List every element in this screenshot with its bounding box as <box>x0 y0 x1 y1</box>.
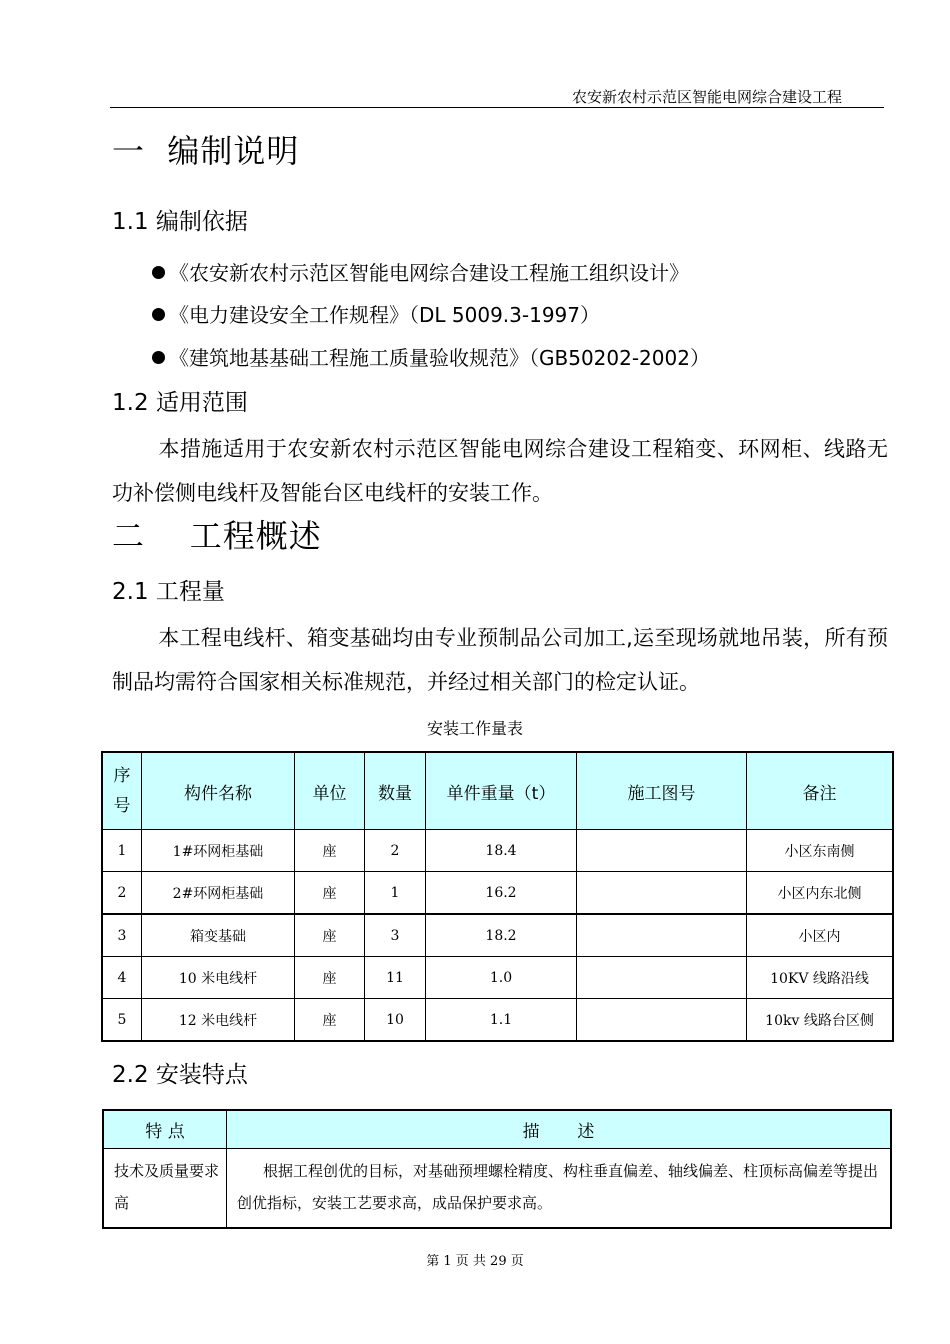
table-cell: 16.2 <box>426 872 577 915</box>
table-cell <box>577 957 747 999</box>
table-cell: 座 <box>295 830 365 872</box>
header-rule <box>110 107 884 108</box>
table-cell: 18.4 <box>426 830 577 872</box>
running-header: 农安新农村示范区智能电网综合建设工程 <box>571 88 842 106</box>
table-cell: 箱变基础 <box>142 914 295 957</box>
table-row <box>102 872 893 915</box>
bullet-item: 《电力建设安全工作规程》（DL 5009.3-1997） <box>152 299 600 328</box>
bullet-dot-icon <box>152 351 165 364</box>
table-row <box>102 830 893 872</box>
table-cell: 3 <box>102 914 142 957</box>
table-cell: 2 <box>102 872 142 915</box>
table-cell: 11 <box>365 957 426 999</box>
table-cell: 座 <box>295 914 365 957</box>
bullet-item: 《农安新农村示范区智能电网综合建设工程施工组织设计》 <box>152 257 689 286</box>
table-row <box>103 1149 891 1229</box>
table-cell: 10kv 线路台区侧 <box>747 999 894 1042</box>
table-cell: 1.0 <box>426 957 577 999</box>
table-cell: 18.2 <box>426 914 577 957</box>
scope-paragraph: 本措施适用于农安新农村示范区智能电网综合建设工程箱变、环网柜、线路无功补偿侧电线杆及智能台区电线杆的安装工作。 <box>112 437 888 505</box>
table-cell: 2 <box>365 830 426 872</box>
table-cell: 10 米电线杆 <box>142 957 295 999</box>
table-cell: 5 <box>102 999 142 1042</box>
feature-cell: 技术及质量要求高 <box>103 1149 227 1229</box>
table-cell: 12 米电线杆 <box>142 999 295 1042</box>
table-cell: 4 <box>102 957 142 999</box>
header-cell <box>102 752 142 830</box>
table-header-row <box>102 752 893 830</box>
table-cell: 1 <box>102 830 142 872</box>
table-cell: 10KV 线路沿线 <box>747 957 894 999</box>
header-cell: 构件名称 <box>142 752 295 830</box>
table-cell <box>577 914 747 957</box>
page-footer: 第 1 页 共 29 页 <box>426 1254 524 1269</box>
table-cell: 座 <box>295 872 365 915</box>
table-cell: 小区东南侧 <box>747 830 894 872</box>
bullet-item: 《建筑地基基础工程施工质量验收规范》（GB50202-2002） <box>152 342 710 371</box>
workload-table <box>101 751 894 1042</box>
section-2-title: 二 工程概述 <box>112 517 322 555</box>
table-caption: 安装工作量表 <box>426 719 523 738</box>
header-cell: 单件重量（t） <box>426 752 577 830</box>
table-cell: 2#环网柜基础 <box>142 872 295 915</box>
table-header-row <box>103 1110 891 1149</box>
table-cell: 1#环网柜基础 <box>142 830 295 872</box>
table-cell: 小区内 <box>747 914 894 957</box>
bullet-dot-icon <box>152 308 165 321</box>
subsection-2-2-title: 2.2 安装特点 <box>112 1062 248 1088</box>
subsection-1-2-title: 1.2 适用范围 <box>112 390 248 416</box>
table-cell: 小区内东北侧 <box>747 872 894 915</box>
table-cell <box>577 999 747 1042</box>
table-row <box>102 999 893 1042</box>
header-cell: 单位 <box>295 752 365 830</box>
table-row <box>102 914 893 957</box>
header-cell: 描 述 <box>227 1110 892 1149</box>
features-table <box>102 1109 892 1229</box>
header-cell: 数量 <box>365 752 426 830</box>
section-1-title: 一 编制说明 <box>112 132 300 170</box>
quantity-paragraph: 本工程电线杆、箱变基础均由专业预制品公司加工,运至现场就地吊装，所有预制品均需符合国家相关标准规范，并经过相关部门的检定认证。 <box>112 626 888 694</box>
bullet-dot-icon <box>152 266 165 279</box>
table-cell: 3 <box>365 914 426 957</box>
table-cell <box>577 830 747 872</box>
subsection-1-1-title: 1.1 编制依据 <box>112 209 248 235</box>
header-cell: 施工图号 <box>577 752 747 830</box>
table-cell: 10 <box>365 999 426 1042</box>
table-cell: 1.1 <box>426 999 577 1042</box>
header-seq: 序号 <box>113 766 131 816</box>
table-row <box>102 957 893 999</box>
header-cell: 备注 <box>747 752 894 830</box>
table-cell <box>577 872 747 915</box>
header-cell: 特 点 <box>103 1110 227 1149</box>
table-cell: 座 <box>295 999 365 1042</box>
table-cell: 1 <box>365 872 426 915</box>
description-cell: 根据工程创优的目标，对基础预埋螺栓精度、构柱垂直偏差、轴线偏差、柱顶标高偏差等提出创优指标，安装工艺要求高，成品保护要求高。 <box>227 1149 892 1229</box>
table-cell: 座 <box>295 957 365 999</box>
subsection-2-1-title: 2.1 工程量 <box>112 579 225 605</box>
